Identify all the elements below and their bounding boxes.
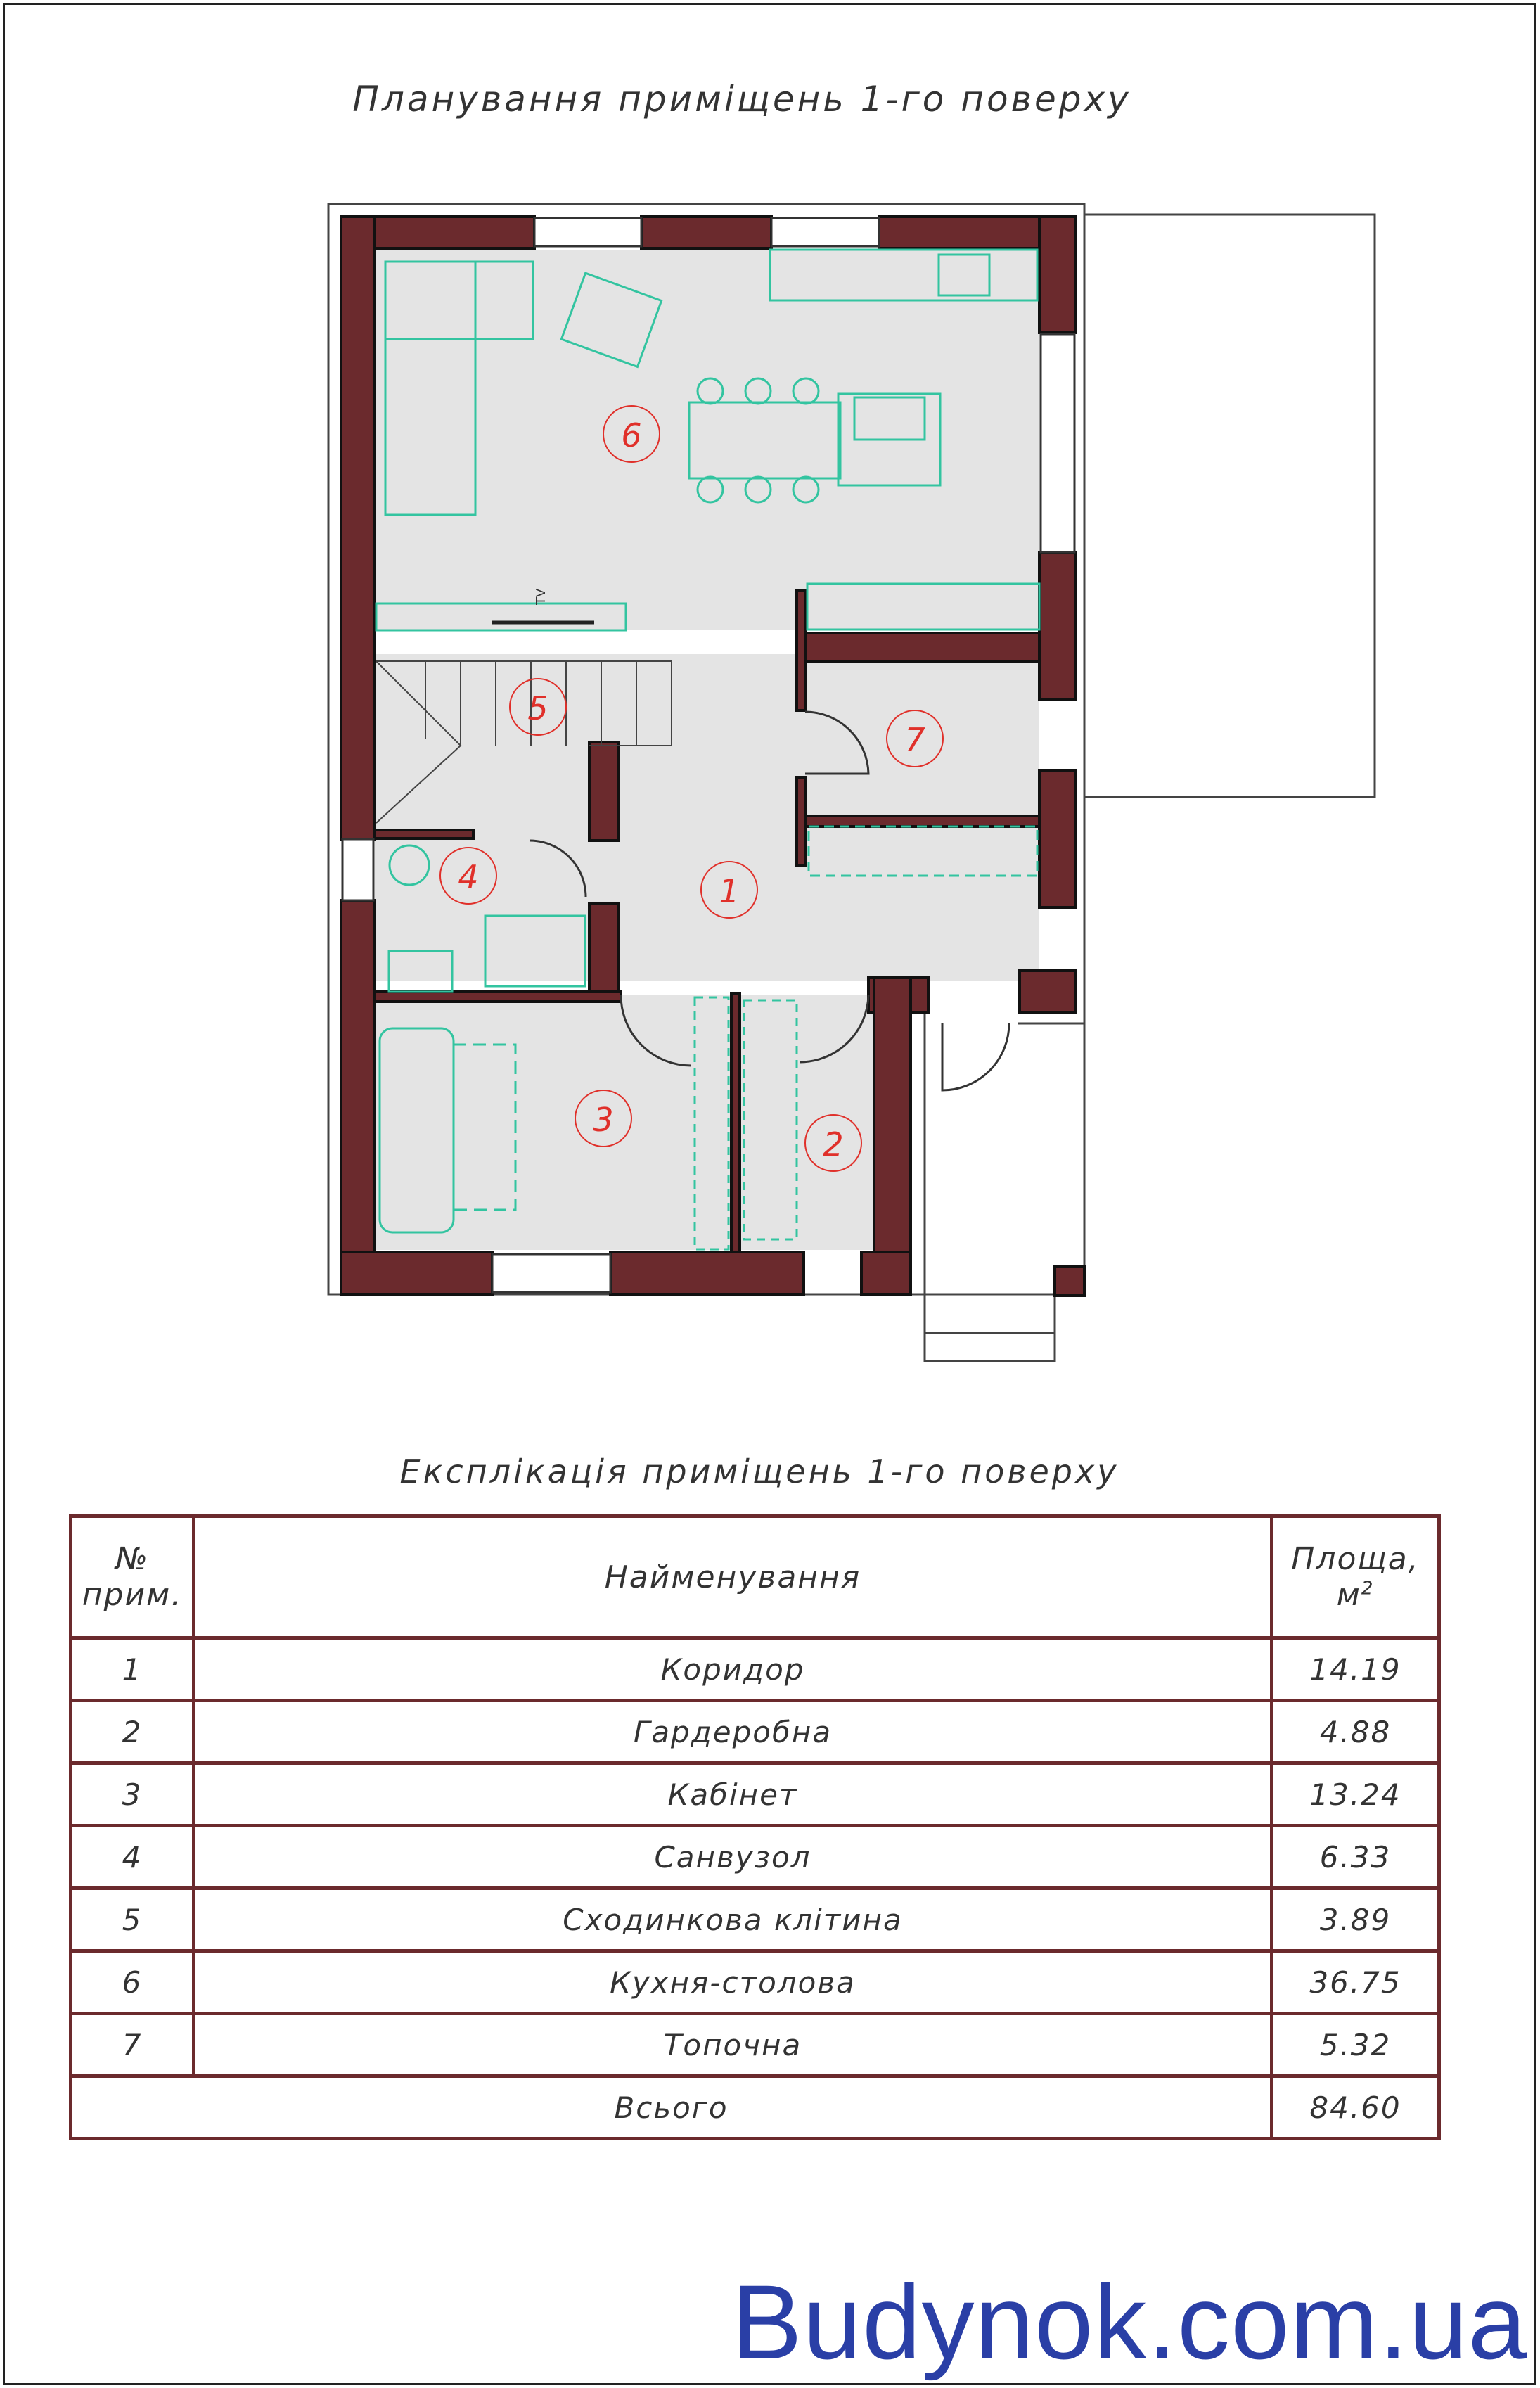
table-header-row — [71, 1517, 1439, 1638]
room-number-5: 5 — [527, 689, 548, 727]
table-row — [71, 2014, 1439, 2076]
total-area: 84.60 — [1272, 2076, 1439, 2139]
row-number: 1 — [71, 1638, 194, 1701]
room-number-3: 3 — [593, 1101, 614, 1139]
row-area: 3.89 — [1272, 1889, 1439, 1951]
plan-title: Планування приміщень 1-го поверху — [352, 79, 1131, 120]
header-area-unit-line — [1273, 1577, 1437, 1613]
row-number: 3 — [71, 1763, 194, 1826]
row-name: Топочна — [194, 2014, 1272, 2076]
table-row — [71, 1889, 1439, 1951]
header-area-cell — [1272, 1517, 1439, 1638]
table-row — [71, 1701, 1439, 1763]
row-area: 14.19 — [1272, 1638, 1439, 1701]
row-number: 5 — [71, 1889, 194, 1951]
row-area: 6.33 — [1272, 1826, 1439, 1889]
room-number-7: 7 — [904, 721, 925, 759]
room-number-2: 2 — [823, 1125, 844, 1163]
table-row — [71, 1826, 1439, 1889]
row-name: Гардеробна — [194, 1701, 1272, 1763]
header-number-abbrev: прим. — [82, 1577, 183, 1613]
table-row — [71, 1763, 1439, 1826]
row-area: 36.75 — [1272, 1951, 1439, 2014]
header-number-symbol: № — [115, 1541, 149, 1577]
header-area-unit: м — [1336, 1577, 1361, 1613]
table-title: Експлікація приміщень 1-го поверху — [399, 1452, 1119, 1490]
row-number: 6 — [71, 1951, 194, 2014]
table-row — [71, 1951, 1439, 2014]
header-name-cell: Найменування — [194, 1517, 1272, 1638]
row-number: 4 — [71, 1826, 194, 1889]
row-number: 7 — [71, 2014, 194, 2076]
room-number-4: 4 — [458, 858, 479, 896]
room-number-6: 6 — [621, 416, 642, 454]
total-label: Всього — [71, 2076, 1272, 2139]
row-name: Коридор — [194, 1638, 1272, 1701]
header-area-sup: 2 — [1361, 1578, 1375, 1600]
row-area: 5.32 — [1272, 2014, 1439, 2076]
watermark: Budynok.com.ua — [731, 2263, 1527, 2381]
row-name: Сходинкова клітина — [194, 1889, 1272, 1951]
row-area: 13.24 — [1272, 1763, 1439, 1826]
row-number: 2 — [71, 1701, 194, 1763]
header-area-label: Площа, — [1291, 1541, 1420, 1577]
row-name: Кабінет — [194, 1763, 1272, 1826]
row-name: Кухня-столова — [194, 1951, 1272, 2014]
explication-table — [69, 1514, 1441, 2140]
row-area: 4.88 — [1272, 1701, 1439, 1763]
room-number-1: 1 — [719, 872, 740, 910]
header-number-cell — [71, 1517, 194, 1638]
row-name: Санвузол — [194, 1826, 1272, 1889]
tv-label: TV — [534, 588, 548, 605]
table-row — [71, 1638, 1439, 1701]
table-total-row — [71, 2076, 1439, 2139]
